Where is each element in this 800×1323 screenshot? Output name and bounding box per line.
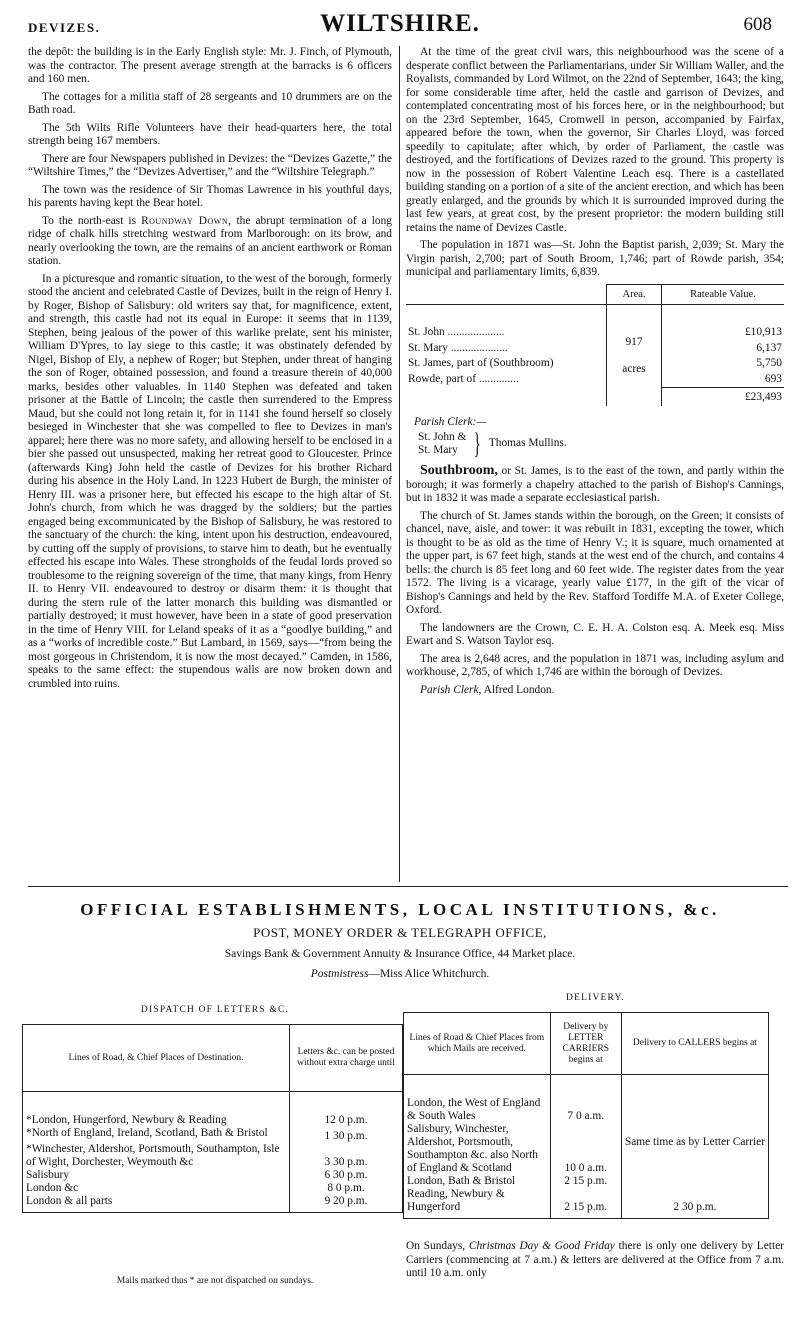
table-header-area: Area. [607, 284, 662, 305]
parish-name: Rowde, part of .............. [408, 372, 519, 385]
paragraph: The cottages for a militia staff of 28 sergeants and 10 drummers are on the Bath road. [28, 90, 392, 116]
paragraph: The 5th Wilts Rifle Volunteers have their head-quarters here, the total strength being 167 members. [28, 121, 392, 147]
paragraph [28, 215, 392, 269]
clerk-label: Parish Clerk, [420, 683, 482, 696]
dispatch-table [22, 1024, 403, 1213]
table-row [23, 1127, 403, 1143]
text-span: or St. James, is to the east of the town, and partly within the borough; it was formerly a chapelry attached to the parish of Bishop's Cannings, but in 1832 it was made a separate ecclesiastical parish. [406, 465, 784, 504]
dispatch-place: *Winchester, Aldershot, Portsmouth, Southampton, Isle of Wight, Dorchester, Weymouth &c [23, 1143, 290, 1169]
parish-area-table [406, 284, 784, 406]
parish-clerk-block [414, 416, 784, 459]
table-row [23, 1182, 403, 1195]
table-row [404, 1097, 769, 1123]
brace-glyph: } [474, 427, 482, 460]
text-span: On Sundays, [406, 1240, 466, 1252]
dispatch-time: 3 30 p.m. [290, 1143, 403, 1169]
clerk-name: Thomas Mullins. [488, 437, 567, 450]
table-row [23, 1114, 403, 1127]
dispatch-place: *North of England, Ireland, Scotland, Bath & Bristol [23, 1127, 290, 1143]
paragraph: At the time of the great civil wars, this neighbourhood was the scene of a desperate conflict between the Parliamentarians, under Sir William Waller, and the Royalists, commanded by Lord Wilmot, on the 22nd of September, 1643; the king, for some considerable time after, held the castle and garrison of Devizes, and contemplated concentrating most of his forces here, or in the neighbourhood; but on the 23rd September, 1645, Cromwell in person, accompanied by Fairfax, appeared before the town, when the governor, Sir Charles Lloyd, was forced speedily to capitulate; after which, by order of Parliament, the castle was destroyed, and the fortifications of Devizes razed to the ground. This property is now in the possession of Robert Valentine Leach esq. There is a castellated building standing on a portion of a site of the ancient erection, and which has been greatly enlarged, and the grounds by which it is surrounded improved during the last few years, at great cost, by the present proprietor: the modern building still retains the name of Devizes Castle. [406, 46, 784, 234]
table-header-blank [406, 284, 607, 305]
paragraph [406, 464, 784, 506]
text-span: To the north-east is [42, 214, 137, 227]
postmistress-label: Postmistress [310, 968, 369, 980]
dispatch-title: DISPATCH OF LETTERS &C. [140, 1005, 290, 1015]
dispatch-place: Salisbury [23, 1169, 290, 1182]
sunday-note [406, 1240, 784, 1281]
rateable-value: 6,137 [662, 341, 785, 357]
postmistress-line [28, 968, 772, 980]
clerk-parish: St. John & [418, 430, 467, 443]
delivery-header-callers: Delivery to CALLERS begins at [621, 1013, 768, 1075]
dispatch-note: Mails marked thus * are not dispatched on sundays. [116, 1276, 314, 1286]
table-row [406, 325, 784, 341]
delivery-same-time: Same time as by Letter Carrier [621, 1097, 768, 1188]
clerk-label: Parish Clerk:— [414, 415, 487, 428]
clerk-name: Alfred London. [483, 683, 555, 696]
page-number: 608 [743, 14, 772, 35]
table-row [404, 1188, 769, 1219]
paragraph: In a picturesque and romantic situation, to the west of the borough, formerly stood the ancient and celebrated Castle of Devizes, built in the reign of Henry I. by Roger, Bishop of Salisbury: old writers say that, for magnificence, extent, and strength, this castle had not its equal in Europe: it seems that in 1139, Stephen, being jealous of the power of this warlike prelate, sent his minister, William D'Ypres, to lay siege to this castle; it was obstinately defended by Nigel, Bishop of Ely, a nephew of Roger; but Stephen, under threat of hanging the son of Roger, obtained possession, and found a treasure therein of 40,000 marks, besides other valuables. In 1140 Stephen was defeated and taken prisoner at the Battle of Lincoln; the castle then surrendered to the Empress Maud, but she could not long retain it, for in 1141 she found herself so closely besieged in Winchester that she was compelled to flee to Devizes in man's apparel; here there was no more safety, and allowing herself to be enclosed in a bier she passed out unsuspected, making her retreat good to Gloucester. Prince (afterwards King) John held the castle of Devizes for his brother Richard during his absence in the Holy Land. In 1223 Hubert de Burgh, the minister of Henry III. was a prisoner here, but effected his escape to the high altar of St. John's church, from which he was dragged by the soldiers; but the parties engaged being excommunicated by the Bishop of Salisbury, he was restored to the sanctuary of the church: the king, intent upon his destruction, endeavoured, by cutting off the supply of provisions, to starve him to death, but he eventually effected his escape into Wales. These strongholds of the feudal lords proved so troublesome to the reigning sovereign of the time, that many kings, from Henry II. to Henry VII. endeavoured to destroy or disarm them: it is thought that during the stern rule of the latter monarch this building was dismantled or partially destroyed; it must however, have been in a state of good preservation in the time of Henry VIII. for Leland speaks of it as a “goodlye building,” and as a “works of incredible coste.” But Lambard, in 1569, says—“from being the most gorgeous in Christendom, it is now the most decayed.” Camden, in 1586, speaks to the same effect: the stupendous walls are now broken down and crumbled into ruins. [28, 272, 392, 690]
delivery-carrier-time: 7 0 a.m. [550, 1097, 621, 1123]
dispatch-time: 8 0 p.m. [290, 1182, 403, 1195]
paragraph [406, 684, 784, 698]
table-row [406, 372, 784, 388]
delivery-place: Salisbury, Winchester, Aldershot, Portsmouth, Southampton &c. also North of England & Scotland [404, 1123, 551, 1175]
text-span: Christmas Day & Good Friday [468, 1240, 615, 1252]
parish-name: St. John .................... [408, 326, 505, 338]
section-divider [28, 886, 788, 887]
delivery-place: London, Bath & Bristol [404, 1175, 551, 1188]
text-span: there is only one delivery by Letter Carriers (commencing at 7 a.m.) & letters are delivered at the Office from 7 a.m. until 10 a.m. only [406, 1240, 784, 1279]
dispatch-time: 9 20 p.m. [290, 1195, 403, 1213]
table-total-row [406, 388, 784, 406]
table-row [23, 1195, 403, 1213]
area-unit: acres [622, 363, 646, 375]
dispatch-header-place: Lines of Road, & Chief Places of Destination. [23, 1025, 290, 1092]
post-office-title: POST, MONEY ORDER & TELEGRAPH OFFICE, [253, 925, 547, 940]
section-title: OFFICIAL ESTABLISHMENTS, LOCAL INSTITUTIONS, &c. [80, 900, 720, 919]
paragraph: The area is 2,648 acres, and the population in 1871 was, including asylum and workhouse, 2,785, of which 1,746 are within the borough of Devizes. [406, 652, 784, 678]
left-column [28, 46, 392, 878]
delivery-caller-time: 2 30 p.m. [621, 1188, 768, 1219]
header-county: WILTSHIRE. [320, 10, 480, 37]
delivery-table [403, 1012, 769, 1219]
text-span: the abrupt termination of a long ridge of chalk hills stretching westward from Marlborough: on its brow, and nearly overlooking the town, are the remains of an ancient earthwork or Roman station. [28, 214, 392, 267]
area-value: 917 [625, 336, 643, 348]
table-row [23, 1169, 403, 1182]
delivery-header-carriers: Delivery by LETTER CARRIERS begins at [550, 1013, 621, 1075]
place-name: Roundway Down, [141, 214, 232, 227]
parish-name: St. James, part of (Southbroom) [408, 357, 554, 369]
dispatch-time: 1 30 p.m. [290, 1127, 403, 1143]
page-header [28, 10, 772, 40]
dispatch-header-time: Letters &c. can be posted without extra charge until [290, 1025, 403, 1092]
dispatch-place: London & all parts [23, 1195, 290, 1213]
paragraph: The town was the residence of Sir Thomas Lawrence in his youthful days, his parents having kept the Bear hotel. [28, 183, 392, 209]
paragraph: The population in 1871 was—St. John the Baptist parish, 2,039; St. Mary the Virgin parish, 2,700; part of South Broom, 1,746; part of Rowde parish, 354; municipal and parliamentary limits, 6,839. [406, 239, 784, 278]
header-place: DEVIZES. [28, 20, 101, 35]
rateable-value: £10,913 [662, 325, 785, 341]
rateable-value: 693 [662, 372, 785, 388]
delivery-place: London, the West of England & South Wales [404, 1097, 551, 1123]
total-value: £23,493 [662, 388, 785, 406]
right-column [406, 46, 784, 882]
delivery-place: Reading, Newbury & Hungerford [404, 1188, 551, 1219]
table-row [406, 341, 784, 357]
area-cell [607, 325, 662, 388]
dispatch-time: 12 0 p.m. [290, 1114, 403, 1127]
postmistress-name: —Miss Alice Whitchurch. [368, 968, 490, 980]
table-header-value: Rateable Value. [662, 284, 785, 305]
parish-name: St. Mary .................... [408, 341, 508, 354]
delivery-carrier-time: 10 0 a.m. [550, 1123, 621, 1175]
paragraph: the depôt: the building is in the Early English style: Mr. J. Finch, of Plymouth, was the contractor. The present average strength at the barracks is 6 officers and 160 men. [28, 46, 392, 85]
delivery-title: DELIVERY. [566, 993, 625, 1003]
paragraph: The church of St. James stands within the borough, on the Green; it consists of chancel, nave, aisle, and tower: it was rebuilt in 1831, excepting the tower, which is thought to be as old as the time of Henry V.; it is square, much ornamented at the upper part, is 67 feet high, stands at the west end of the church, and contains 4 bells: the church is 85 feet long and 60 feet wide. The register dates from the year 1572. The living is a vicarage, yearly value £177, in the gift of the vicar of Bishop's Cannings and held by the Rev. Stafford Tordiffe M.A. of Exeter College, Oxford. [406, 509, 784, 616]
table-row [406, 356, 784, 372]
table-row [23, 1143, 403, 1169]
column-divider [399, 46, 400, 882]
delivery-carrier-time: 2 15 p.m. [550, 1175, 621, 1188]
delivery-carrier-time: 2 15 p.m. [550, 1188, 621, 1219]
post-office-subtitle: Savings Bank & Government Annuity & Insurance Office, 44 Market place. [224, 948, 576, 960]
paragraph: There are four Newspapers published in Devizes: the “Devizes Gazette,” the “Wiltshire Times,” the “Devizes Advertiser,” and the “Wiltshire Telegraph.” [28, 152, 392, 178]
place-heading: Southbroom, [420, 463, 498, 478]
dispatch-time: 6 30 p.m. [290, 1169, 403, 1182]
clerk-parish: St. Mary [418, 444, 458, 456]
rateable-value: 5,750 [662, 356, 785, 372]
paragraph: The landowners are the Crown, C. E. H. A. Colston esq. A. Meek esq. Miss Ewart and S. Watson Taylor esq. [406, 621, 784, 647]
dispatch-place: *London, Hungerford, Newbury & Reading [23, 1114, 290, 1127]
delivery-header-place: Lines of Road & Chief Places from which Mails are received. [404, 1013, 551, 1075]
dispatch-place: London &c [23, 1182, 290, 1195]
